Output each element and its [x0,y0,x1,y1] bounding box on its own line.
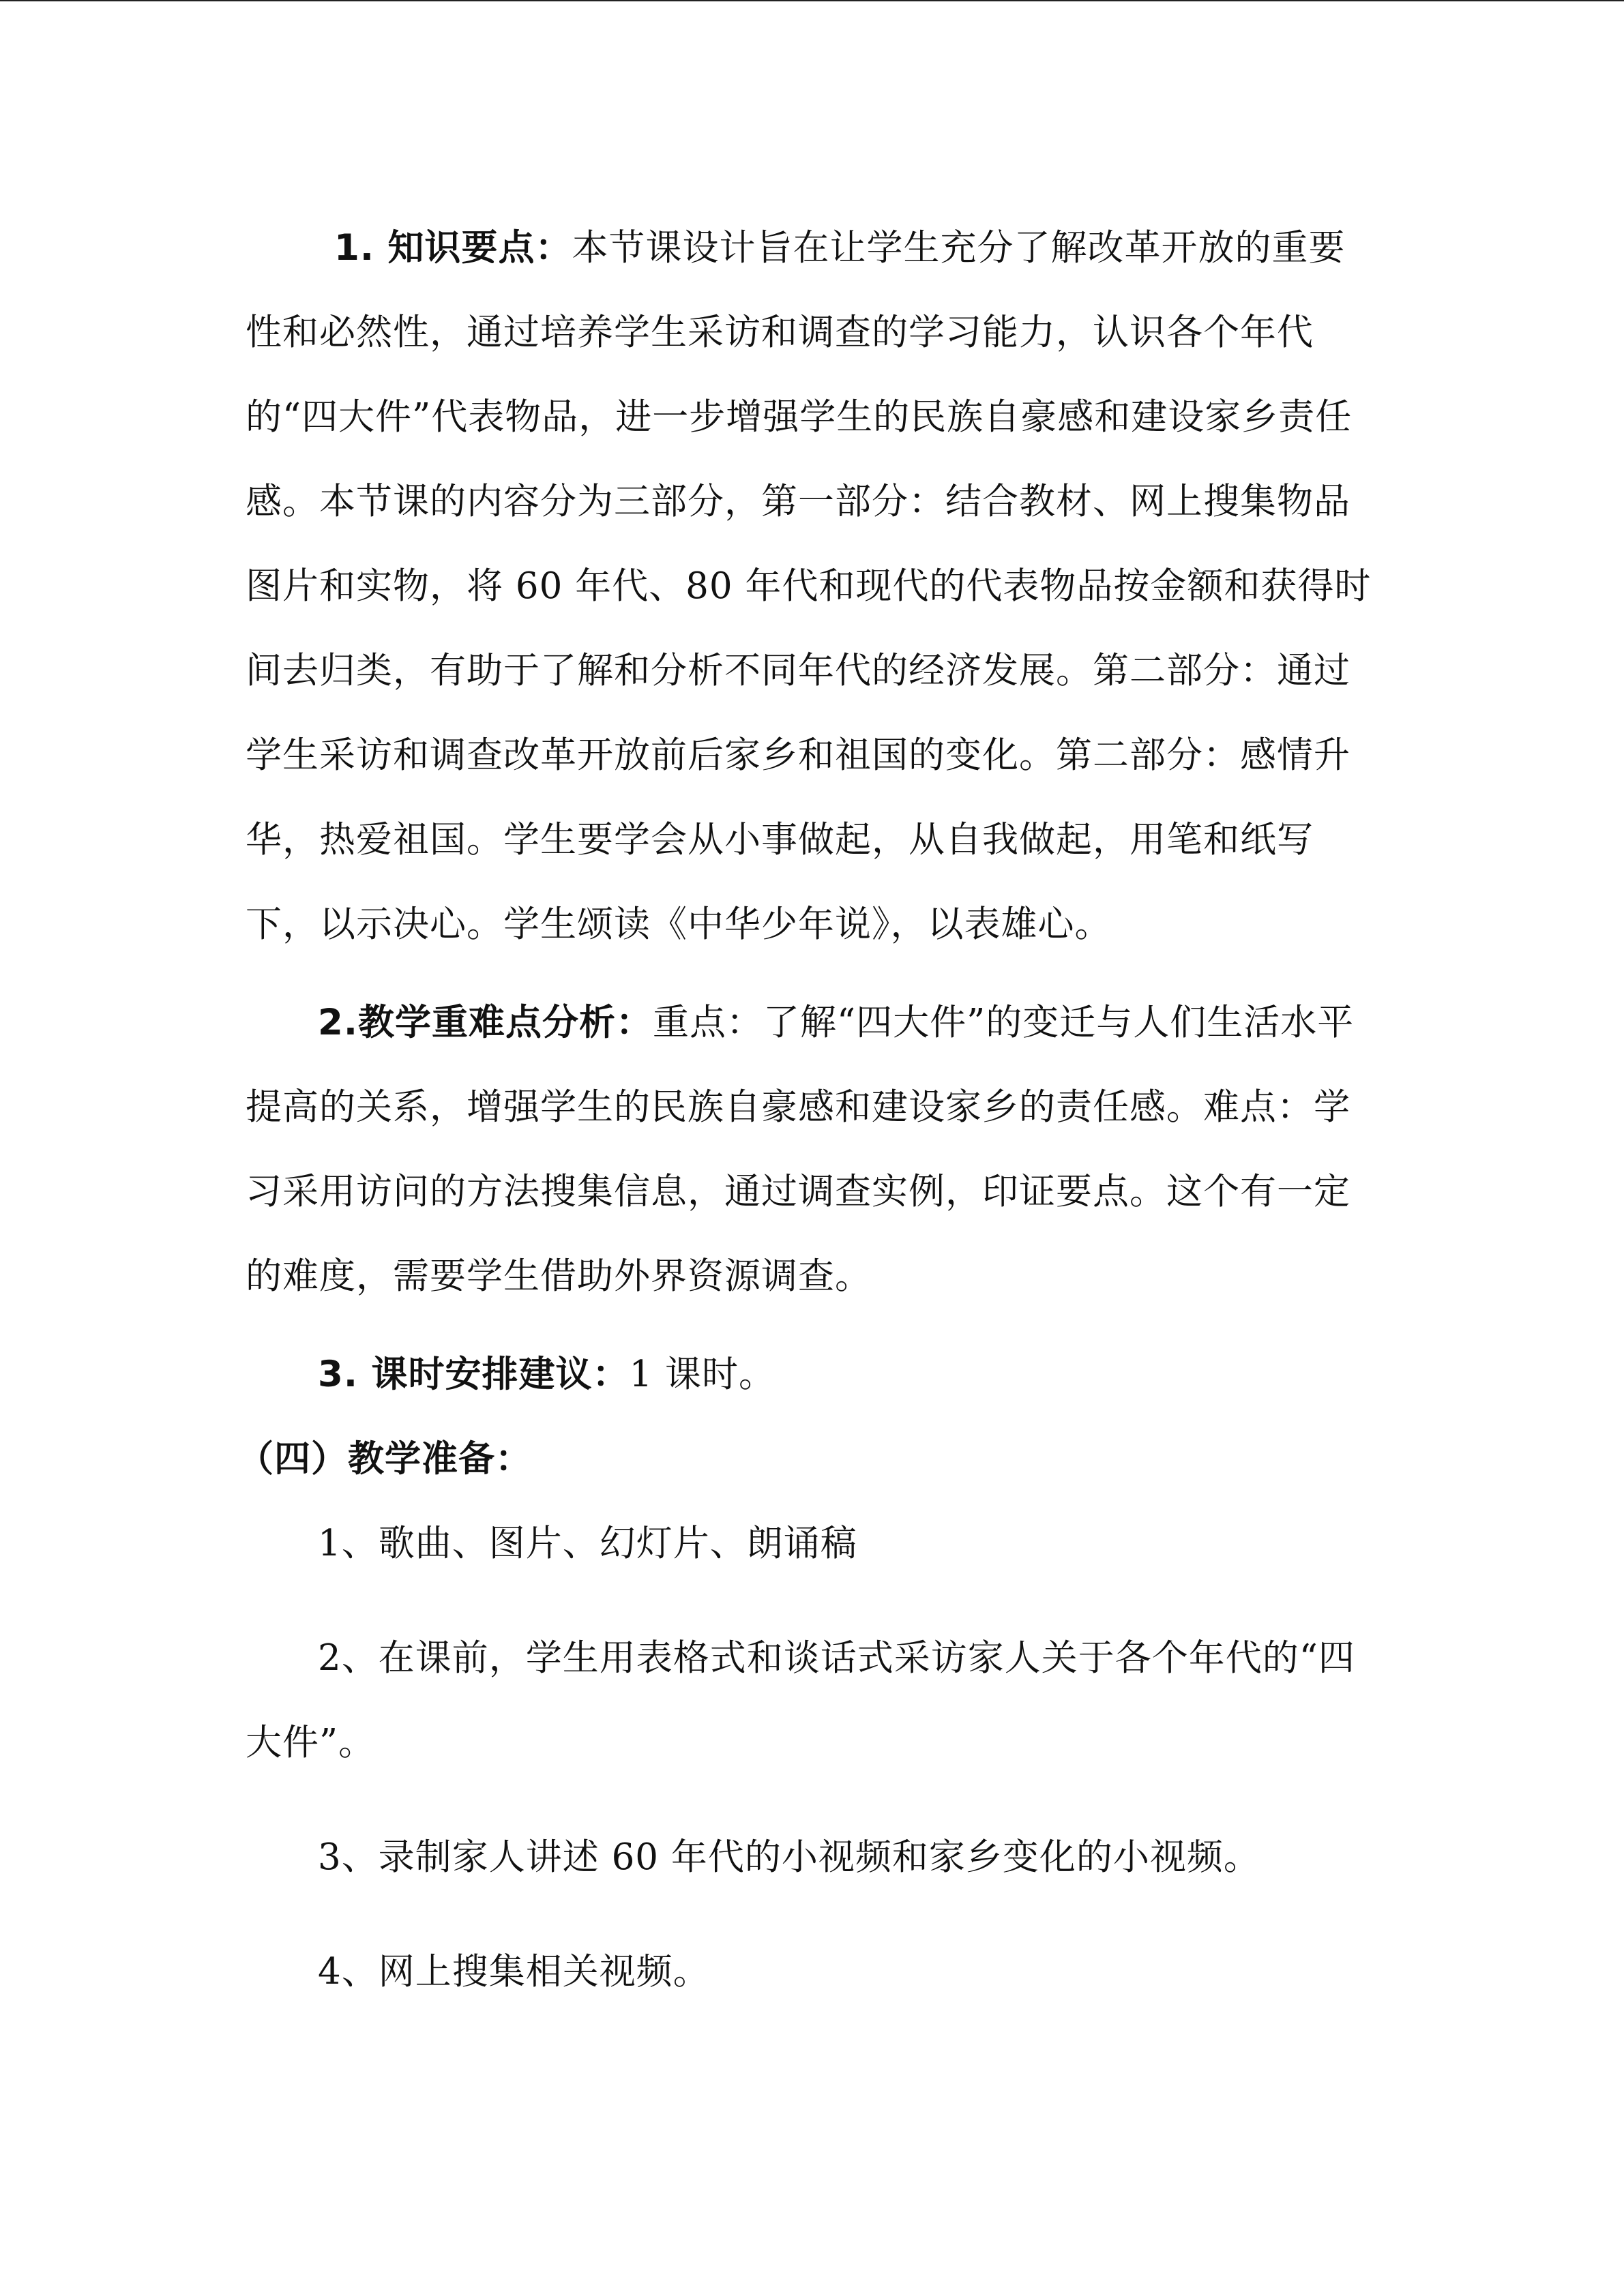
schedule-text: 1 课时。 [629,1354,776,1395]
difficulty-analysis-paragraph [246,981,1378,1319]
difficulty-analysis-heading: 2.教学重难点分析： [318,1002,653,1043]
knowledge-points-text: 本节课设计旨在让学生充分了解改革开放的重要性和必然性，通过培养学生采访和调查的学习能力，认识各个年代的“四大件”代表物品，进一步增强学生的民族自豪感和建设家乡责任感。本节课的内容分为三部分，第一部分：结合教材、网上搜集物品图片和实物，将 60 年代、80 年代和现代的代表物品按金额和获得时间去归类，有助于了解和分析不同年代的经济发展。第二部分：通过学生采访和调查改革开放前后家乡和祖国的变化。第二部分：感情升华，热爱祖国。学生要学会从小事做起，从自我做起，用笔和纸写下，以示决心。学生颂读《中华少年说》，以表雄心。 [246,227,1372,945]
knowledge-points-paragraph [246,206,1378,967]
preparation-item: 2、在课前，学生用表格式和谈话式采访家人关于各个年代的“四大件”。 [246,1637,1355,1763]
schedule-heading: 3. 课时安排建议： [318,1354,630,1395]
preparation-section-title: （四）教学准备： [237,1438,532,1480]
document-body [237,206,1378,2014]
difficulty-analysis-text: 重点：了解“四大件”的变迁与人们生活水平提高的关系，增强学生的民族自豪感和建设家乡的责任感。难点：学习采用访问的方法搜集信息，通过调查实例，印证要点。这个有一定的难度，需要学生借助外界资源调查。 [246,1002,1355,1297]
preparation-item: 1、歌曲、图片、幻灯片、朗诵稿 [318,1523,857,1564]
preparation-item: 3、录制家人讲述 60 年代的小视频和家乡变化的小视频。 [318,1836,1260,1878]
schedule-paragraph [246,1332,1378,1417]
knowledge-points-heading: 1. 知识要点： [334,227,572,269]
preparation-item: 4、网上搜集相关视频。 [318,1951,710,1993]
